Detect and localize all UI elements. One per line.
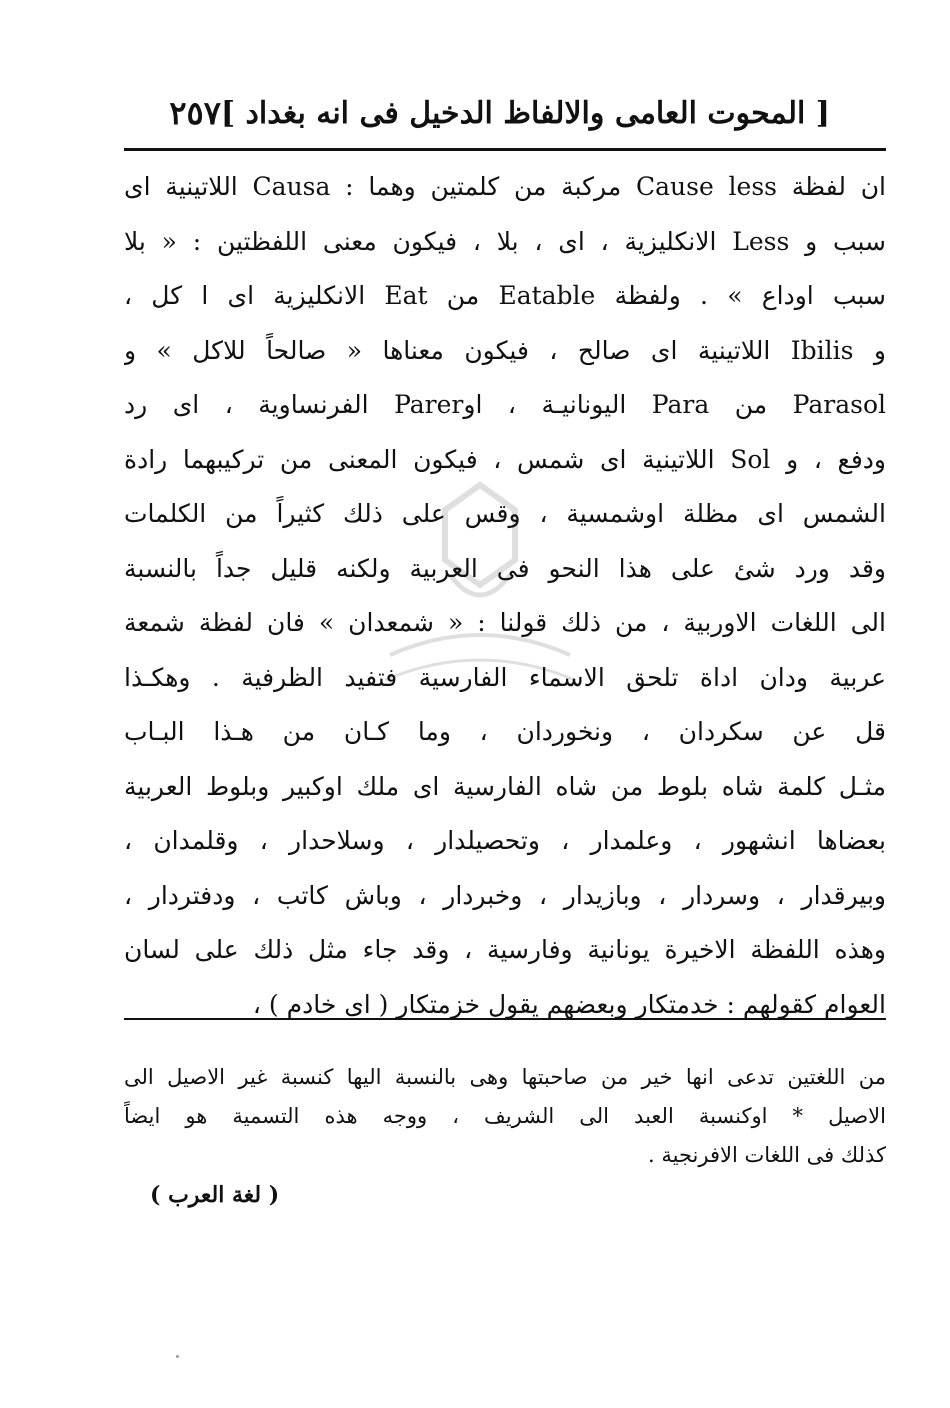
- source-attribution: ( لغة العرب ): [150, 1182, 280, 1208]
- text-line: وهذه اللفظة الاخيرة يونانية وفارسية ، وقد جاء مثل ذلك على لسان: [124, 935, 886, 964]
- running-title: [ المحوت العامى والالفاظ الدخيل فى انه بغداد ]: [220, 95, 830, 131]
- text-line: سبب و Less الانكليزية ، اى ، بلا ، فيكون معنى اللفظتين : « بلا: [124, 226, 886, 256]
- text-line: وقد ورد شئ على هذا النحو فى العربية ولكنه قليل جداً بالنسبة: [124, 553, 886, 583]
- text-line: الشمس اى مظلة اوشمسية ، وقس على ذلك كثيراً من الكلمات: [124, 499, 886, 528]
- text-line: و Ibilis اللاتينية اى صالح ، فيكون معناها « صالحاً للاكل » و: [124, 335, 886, 365]
- text-line: وبيرقدار ، وسردار ، وبازيدار ، وخبردار ، وباش كاتب ، ودفتردار ،: [124, 880, 886, 910]
- text-line: الى اللغات الاوربية ، من ذلك قولنا : « شمعدان » فان لفظة شمعة: [124, 608, 886, 637]
- footnote-block: [124, 1058, 886, 1175]
- page-header: [169, 88, 830, 138]
- text-line: قل عن سكردان ، ونخوردان ، وما كـان من هـذا البـاب: [124, 717, 886, 746]
- main-text-block: [124, 160, 886, 1032]
- text-line: Parasol من Para اليونانيـة ، اوParer الفرنساوية ، اى رد: [124, 390, 886, 419]
- footnote-separator: [124, 1018, 886, 1020]
- text-line: العوام كقولهم : خدمتكار وبعضهم يقول خزمتكار ( اى خادم ) ،: [252, 989, 886, 1019]
- text-line: بعضاها انشهور ، وعلمدار ، وتحصيلدار ، وسلاحدار ، وقلمدان ،: [124, 826, 886, 855]
- header-rule: [124, 148, 886, 151]
- footnote-line: من اللغتين تدعى انها خير من صاحبتها وهى بالنسبة اليها كنسبة غير الاصيل الى: [124, 1065, 886, 1089]
- page-number: ٢٥٧: [169, 94, 221, 132]
- text-line: عربية ودان اداة تلحق الاسماء الفارسية فتفيد الظرفية . وهكـذا: [124, 662, 886, 692]
- footnote-line: كذلك فى اللغات الافرنجية .: [648, 1143, 886, 1167]
- text-line: مثـل كلمة شاه بلوط من شاه الفارسية اى ملك اوكبير وبلوط العربية: [124, 771, 886, 801]
- scan-speck: [176, 1355, 179, 1358]
- text-line: سبب اوداع » . ولفظة Eatable من Eat الانكليزية اى ا كل ،: [124, 281, 886, 310]
- text-line: ان لفظة Cause less مركبة من كلمتين وهما : Causa اللاتينية اى: [124, 172, 886, 201]
- footnote-line: الاصيل * اوكنسبة العبد الى الشريف ، ووجه هذه التسمية هو ايضاً: [124, 1104, 886, 1128]
- text-line: ودفع ، و Sol اللاتينية اى شمس ، فيكون المعنى من تركيبهما رادة: [124, 444, 886, 474]
